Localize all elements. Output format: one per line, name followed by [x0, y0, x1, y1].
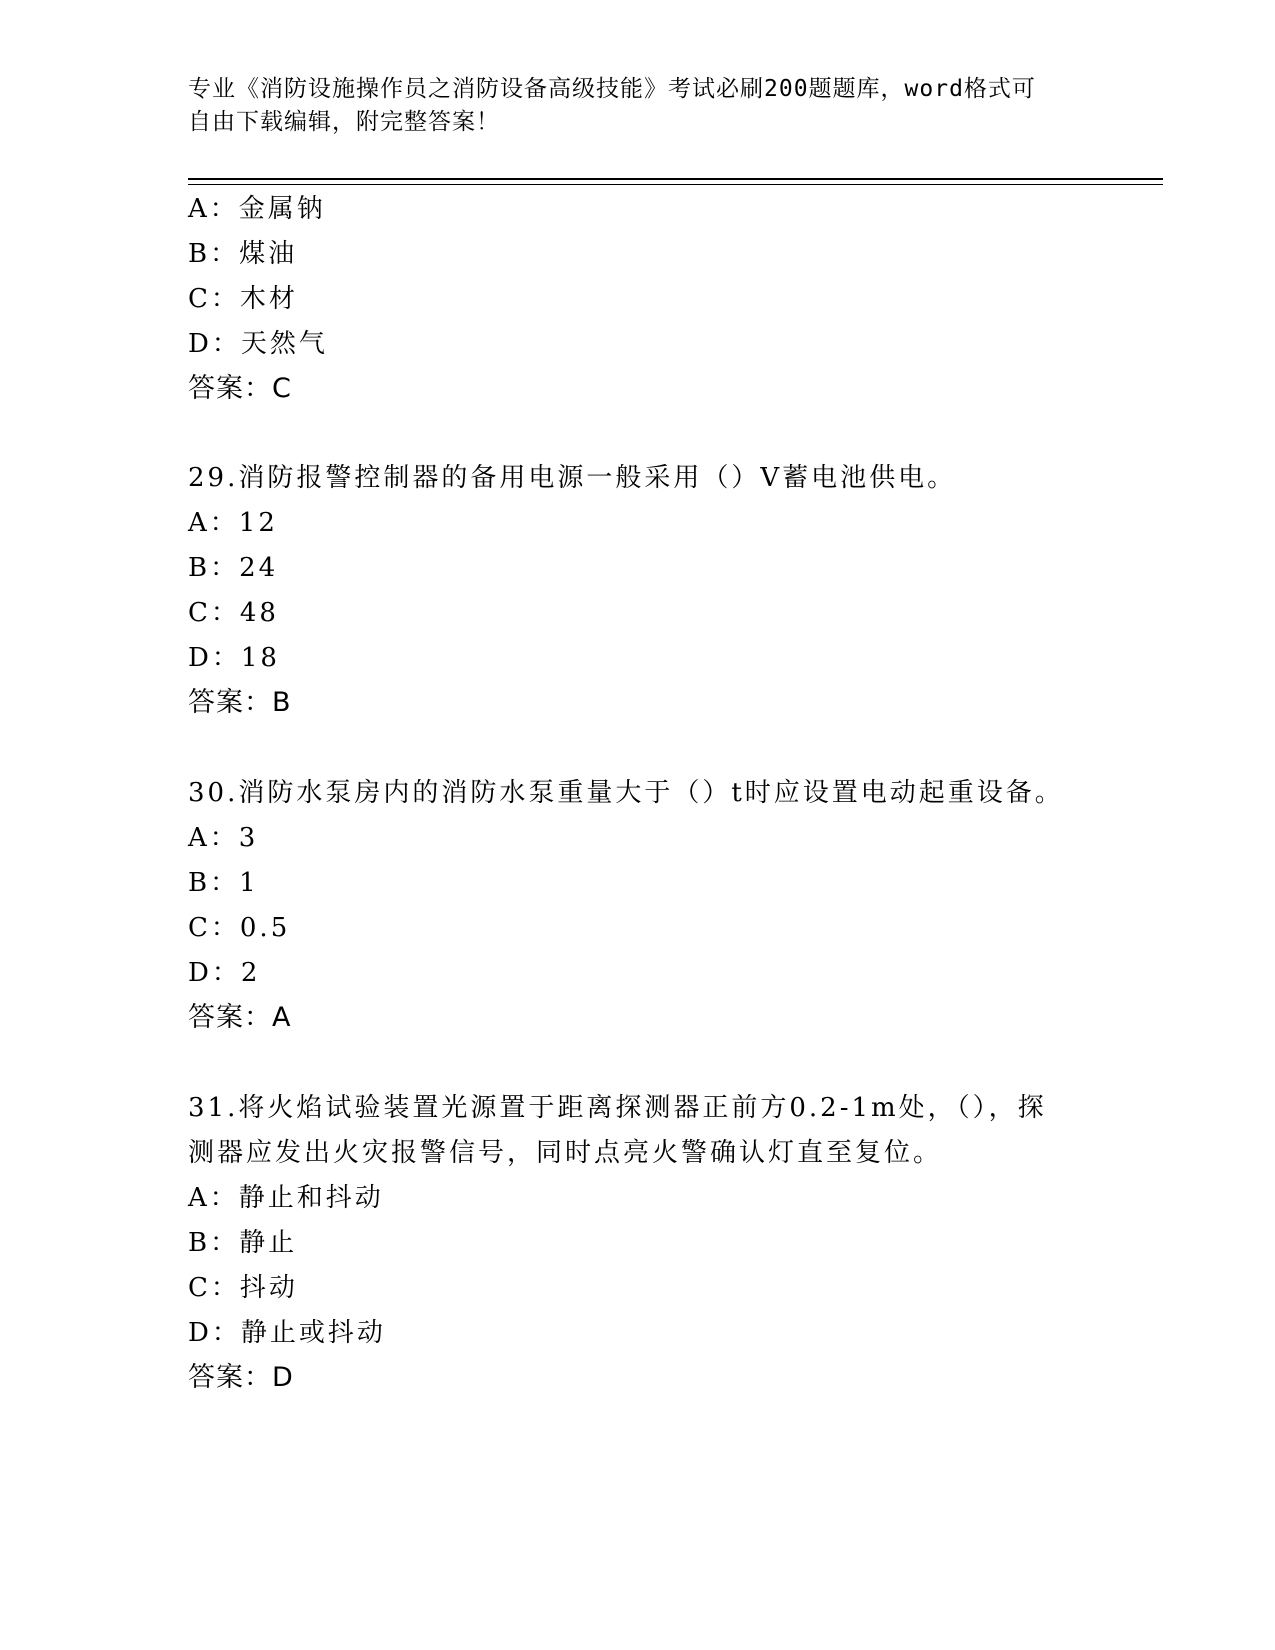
q31-option-b: B：静止 [188, 1228, 298, 1258]
header-line-1: 专业《消防设施操作员之消防设备高级技能》考试必刷200题题库，word格式可 [188, 76, 1036, 102]
q29-answer: 答案：B [188, 687, 292, 718]
header-line-2: 自由下载编辑，附完整答案！ [188, 109, 500, 135]
q29-option-c: C：48 [188, 598, 279, 628]
q30-answer: 答案：A [188, 1002, 292, 1033]
q28-option-a: A：金属钠 [188, 194, 326, 224]
q31-question-line-1: 31.将火焰试验装置光源置于距离探测器正前方0.2-1m处，（），探 [188, 1093, 1047, 1123]
q28-answer: 答案：C [188, 373, 292, 404]
q30-option-c: C：0.5 [188, 913, 291, 943]
q29-option-a: A：12 [188, 508, 278, 538]
q30-option-d: D：2 [188, 958, 261, 988]
q30-question: 30.消防水泵房内的消防水泵重量大于（）t时应设置电动起重设备。 [188, 778, 1064, 808]
header-rule-thin [188, 184, 1163, 185]
q31-option-a: A：静止和抖动 [188, 1183, 384, 1213]
q29-question: 29.消防报警控制器的备用电源一般采用（）V蓄电池供电。 [188, 463, 957, 493]
header-rule-thick [188, 178, 1163, 180]
q29-option-b: B：24 [188, 553, 279, 583]
q31-option-d: D：静止或抖动 [188, 1318, 386, 1348]
q28-option-d: D：天然气 [188, 329, 328, 359]
q31-question-line-2: 测器应发出火灾报警信号，同时点亮火警确认灯直至复位。 [188, 1138, 943, 1168]
q28-option-b: B：煤油 [188, 239, 298, 269]
q29-option-d: D：18 [188, 643, 280, 673]
q30-option-a: A：3 [188, 823, 259, 853]
q28-option-c: C：木材 [188, 284, 298, 314]
q31-option-c: C：抖动 [188, 1273, 298, 1303]
q31-answer: 答案：D [188, 1362, 294, 1393]
document-header [188, 73, 1068, 139]
q30-option-b: B：1 [188, 868, 259, 898]
